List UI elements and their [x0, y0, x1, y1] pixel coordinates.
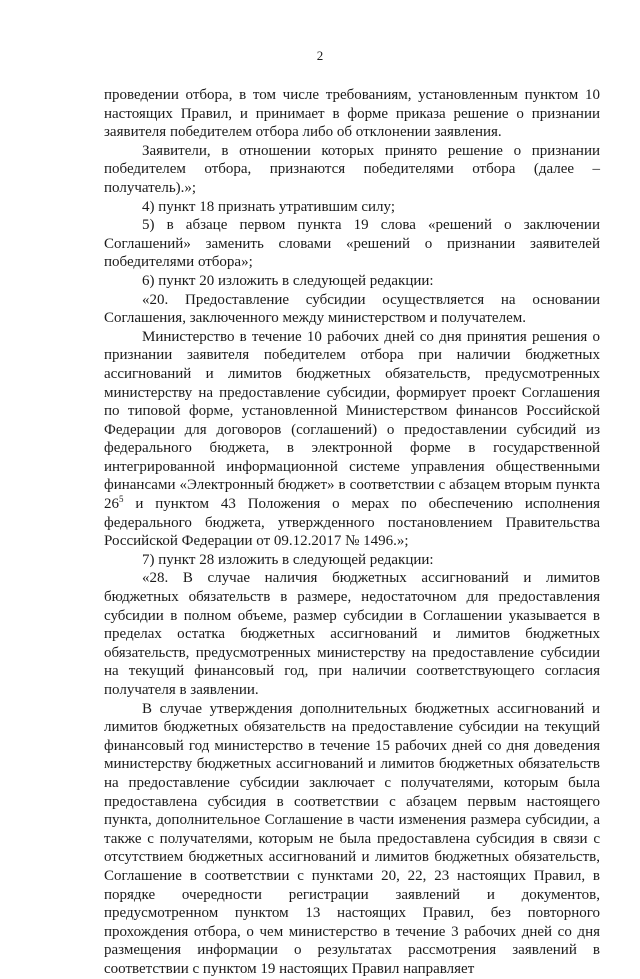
paragraph-ministry-term — [104, 328, 600, 551]
paragraph-continuation: проведении отбора, в том числе требованиям, установленным пунктом 10 настоящих Правил, и принимает в форме приказа решение о признании заявителя победителем отбора либо об отклонении заявления. — [104, 87, 600, 141]
paragraph-ministry-term-text: Министерство в течение 10 рабочих дней со дня принятия решения о признании заявителя победителем отбора при наличии бюджетных ассигнований и лимитов бюджетных обязательств, предусмотренных министерству на предоставление субсидии, формирует проект Соглашения по типовой форме, установленной Министерством финансов Российской Федерации для договоров (соглашений) о предоставлении субсидий из федерального бюджета, в электронной форме в государственной интегрированной информационной системе управления общественными финансами «Электронный бюджет» в соответствии с абзацем вторым пункта 26 — [104, 328, 600, 513]
paragraph-point-20: «20. Предоставление субсидии осуществляется на основании Соглашения, заключенного между министерством и получателем. — [104, 291, 600, 327]
paragraph-ministry-term-tail: и пунктом 43 Положения о мерах по обеспечению исполнения федерального бюджета, утвержденного постановлением Правительства Российской Федерации от 09.12.2017 № 1496.»; — [104, 496, 600, 550]
paragraph-item-4: 4) пункт 18 признать утратившим силу; — [142, 198, 396, 215]
paragraph-applicants: Заявители, в отношении которых принято решение о признании победителем отбора, признаются победителями отбора (далее – получатель).»; — [104, 142, 600, 196]
paragraph-additional-allocations: В случае утверждения дополнительных бюджетных ассигнований и лимитов бюджетных обязательств на предоставление субсидии на текущий финансовый год министерство в течение 15 рабочих дней со дня доведения министерству бюджетных ассигнований и лимитов бюджетных обязательств на предоставление субсидии заключает с получателями, которым была предоставлена субсидия в соответствии с абзацем первым настоящего пункта, дополнительное Соглашение в части изменения размера субсидии, а также с получателями, которым не была предоставлена субсидия в связи с отсутствием бюджетных ассигнований и лимитов бюджетных обязательств, Соглашение в соответствии с пунктами 20, 22, 23 настоящих Правил, в порядке очередности регистрации заявлений и документов, предусмотренном пунктом 13 настоящих Правил, без повторного прохождения отбора, о чем министерство в течение 3 рабочих дней со дня размещения информации о результатах рассмотрения заявлений в соответствии с пунктом 19 настоящих Правил направляет — [104, 700, 600, 977]
page-number: 2 — [316, 48, 324, 63]
paragraph-item-5: 5) в абзаце первом пункта 19 слова «решений о заключении Соглашений» заменить словами «решений о признании заявителей победителями отбора»; — [104, 217, 600, 271]
document-body — [104, 86, 600, 979]
paragraph-item-6: 6) пункт 20 изложить в следующей редакции: — [142, 272, 434, 289]
paragraph-point-28: «28. В случае наличия бюджетных ассигнований и лимитов бюджетных обязательств в размере, недостаточном для предоставления субсидии в полном объеме, размер субсидии в Соглашении указывается в пределах остатка бюджетных ассигнований и лимитов бюджетных обязательств, предусмотренных министерству на предоставление субсидии на текущий финансовый год, при наличии соответствующего согласия получателя в заявлении. — [104, 570, 600, 698]
paragraph-item-7: 7) пункт 28 изложить в следующей редакции: — [142, 551, 434, 568]
superscript-index: 5 — [119, 494, 124, 505]
